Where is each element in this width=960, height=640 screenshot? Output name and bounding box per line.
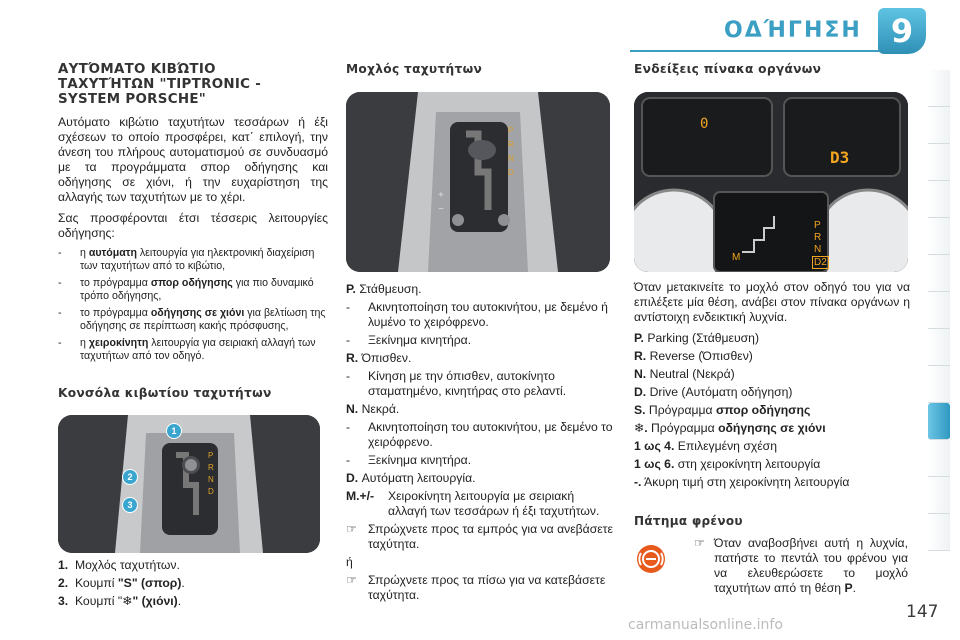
display-manual-m: M	[732, 252, 741, 263]
lever-letter-p: P	[208, 451, 214, 460]
list-item: - το πρόγραμμα σπορ οδήγησης για πιο δυναμικό τρόπο οδήγησης,	[58, 277, 314, 302]
gear-console-illustration	[58, 415, 320, 553]
gear-lever-photo	[346, 92, 610, 272]
display-gear-indicator: D3	[830, 148, 850, 167]
section-title-instrument-panel: Ενδείξεις πίνακα οργάνων	[634, 62, 822, 76]
brake-title: Πάτημα φρένου	[634, 514, 743, 528]
lever-gate-r: R	[508, 140, 514, 149]
chapter-tab-active[interactable]	[928, 403, 950, 440]
list-item: N. Neutral (Νεκρά)	[634, 367, 735, 381]
list-item: ή	[346, 555, 353, 569]
instrument-intro: Όταν μετακινείτε το μοχλό στον οδηγό του για να επιλέξετε μία θέση, ανάβει στον πίνακα οργάνων η αντίστοιχη ενδεικτική λυχνία.	[634, 280, 910, 324]
chapter-tab[interactable]	[928, 181, 950, 218]
list-item: 1 ως 4. Επιλεγμένη σχέση	[634, 439, 777, 453]
lever-plus: +	[438, 190, 444, 201]
display-gate-d2: D2	[814, 257, 827, 268]
list-item: R. Όπισθεν.	[346, 351, 412, 365]
display-gate-r: R	[814, 232, 822, 243]
chapter-tab[interactable]	[928, 70, 950, 107]
display-gate-p: P	[814, 220, 821, 231]
list-item: - η αυτόματη λειτουργία για ηλεκτρονική διαχείριση των ταχυτήτων από το κιβώτιο,	[58, 247, 315, 272]
list-item: N. Νεκρά.	[346, 402, 400, 416]
list-item: P. Στάθμευση.	[346, 282, 422, 296]
list-item: R. Reverse (Όπισθεν)	[634, 349, 753, 363]
intro-paragraph: Αυτόματο κιβώτιο ταχυτήτων τεσσάρων ή έξι σχέσεων το οποίο προσφέρει, κατ΄ επιλογή, την άνεση του πλήρους αυτοματισμού σε συνδυασμό με τα προγράμματα σπορ οδήγησης και οδήγησης σε χιόνι, ή την ευχαρίστηση της αλλαγής των ταχυτήτων με το χέρι.	[58, 115, 328, 204]
display-gate-n: N	[814, 244, 822, 255]
legend-item: 2. Κουμπί "S" (σπορ).	[58, 576, 185, 590]
chapter-tab[interactable]	[928, 255, 950, 292]
list-item: D. Αυτόματη λειτουργία.	[346, 471, 476, 485]
lever-gate-p: P	[508, 126, 514, 135]
lever-letter-d: D	[208, 487, 214, 496]
instrument-indications	[634, 280, 910, 493]
list-item: D. Drive (Αυτόματη οδήγηση)	[634, 385, 793, 399]
chapter-tab[interactable]	[928, 514, 950, 551]
callout-1: 1	[166, 423, 182, 439]
gear-lever-illustration	[346, 92, 610, 272]
chapter-badge: 9	[878, 8, 926, 54]
list-item: - η χειροκίνητη λειτουργία για σειριακή αλλαγή των ταχυτήτων από τον οδηγό.	[58, 337, 316, 362]
chapter-tab[interactable]	[928, 107, 950, 144]
lever-gate-d: D	[508, 168, 514, 177]
section-title-gear-lever: Μοχλός ταχυτήτων	[346, 62, 483, 76]
list-item: ☞ Σπρώχνετε προς τα πίσω για να κατεβάσετε ταχύτητα.	[346, 573, 606, 602]
brake-warning-icon	[636, 544, 666, 574]
display-top-digit: 0	[700, 116, 709, 132]
callout-3: 3	[122, 497, 138, 513]
brake-instruction: ☞ Όταν αναβοσβήνει αυτή η λυχνία, πατήστε το πεντάλ του φρένου για να ελευθερώσετε το μοχλό ταχυτήτων από τη θέση P.	[694, 536, 908, 595]
list-item: - Κίνηση με την όπισθεν, αυτοκίνητο σταματημένο, κινητήρας στο ρελαντί.	[346, 369, 567, 398]
list-item: - Ξεκίνημα κινητήρα.	[346, 453, 472, 467]
instrument-panel-photo	[634, 92, 908, 272]
chapter-tab[interactable]	[928, 477, 950, 514]
list-item: P. Parking (Στάθμευση)	[634, 331, 760, 345]
section-title-console: Κονσόλα κιβωτίου ταχυτήτων	[58, 386, 272, 400]
list-item: - Ακινητοποίηση του αυτοκινήτου, με δεμένο το χειρόφρενο.	[346, 420, 613, 449]
legend-item: 3. Κουμπί "❄" (χιόνι).	[58, 594, 182, 608]
lever-minus: −	[438, 204, 444, 215]
list-item: ❄. Πρόγραμμα οδήγησης σε χιόνι	[634, 421, 826, 435]
lever-letter-n: N	[208, 475, 214, 484]
intro-paragraph-2: Σας προσφέρονται έτσι τέσσερις λειτουργίες οδήγησης:	[58, 211, 328, 240]
instrument-panel-illustration	[634, 92, 908, 272]
chapter-tab[interactable]	[928, 366, 950, 403]
list-item: - Ακινητοποίηση του αυτοκινήτου, με δεμένο ή λυμένο το χειρόφρενο.	[346, 300, 608, 329]
list-item: ☞ Σπρώχνετε προς τα εμπρός για να ανεβάσετε ταχύτητα.	[346, 522, 613, 551]
gear-positions-list	[346, 282, 616, 606]
chapter-tab[interactable]	[928, 144, 950, 181]
chapter-tab[interactable]	[928, 329, 950, 366]
lever-letter-r: R	[208, 463, 214, 472]
list-item: -. Άκυρη τιμή στη χειροκίνητη λειτουργία	[634, 475, 850, 489]
watermark: carmanualsonline.info	[628, 617, 783, 633]
console-legend	[58, 558, 328, 612]
chapter-tab[interactable]	[928, 292, 950, 329]
list-item: - το πρόγραμμα οδήγησης σε χιόνι για βελτίωση της οδήγησης σε περίπτωση κακής πρόσφυσης,	[58, 307, 326, 332]
chapter-tabs	[928, 70, 950, 551]
section-title-automatic-gearbox: ΑΥΤΌΜΑΤΟ ΚΙΒΏΤΙΟ ΤΑΧΥΤΉΤΩΝ "TIPTRONIC - SYSTEM PORSCHE"	[58, 62, 262, 107]
list-item: 1 ως 6. στη χειροκίνητη λειτουργία	[634, 457, 821, 471]
header-rule	[630, 50, 880, 52]
console-photo	[58, 415, 320, 553]
page-number: 147	[906, 602, 939, 622]
lever-gate-n: N	[508, 154, 514, 163]
list-item: S. Πρόγραμμα σπορ οδήγησης	[634, 403, 811, 417]
column-1	[58, 62, 328, 367]
list-item: M.+/- Χειροκίνητη λειτουργία με σειριακή αλλαγή των τεσσάρων ή έξι ταχυτήτων.	[346, 489, 600, 518]
mode-list	[58, 247, 328, 363]
chapter-tab[interactable]	[928, 218, 950, 255]
callout-2: 2	[122, 469, 138, 485]
list-item: - Ξεκίνημα κινητήρα.	[346, 333, 472, 347]
page-header-title: ΟΔΉΓΗΣΗ	[724, 18, 862, 43]
chapter-tab[interactable]	[928, 440, 950, 477]
legend-item: 1. Μοχλός ταχυτήτων.	[58, 558, 180, 572]
